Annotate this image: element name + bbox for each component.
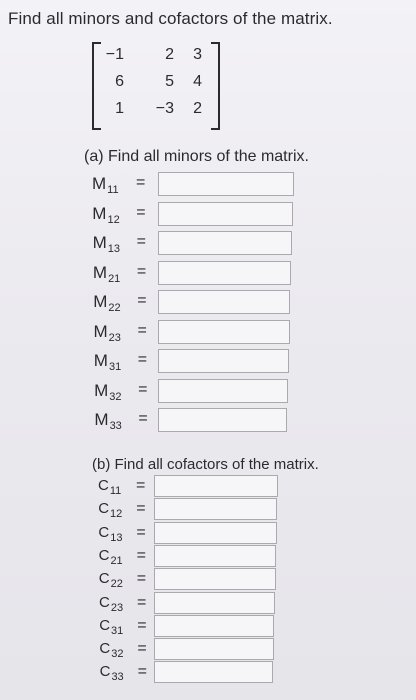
minor-letter: M xyxy=(94,380,109,400)
cofactor-input-13[interactable] xyxy=(154,522,277,544)
equals-sign: = xyxy=(137,292,147,309)
minor-input-11[interactable] xyxy=(158,172,294,196)
minor-subscript: 12 xyxy=(107,213,120,226)
cofactor-subscript: 32 xyxy=(111,648,124,661)
minor-letter: M xyxy=(93,351,108,370)
minor-label-12 xyxy=(92,204,119,226)
minor-row-31 xyxy=(94,349,314,375)
cofactor-letter: C xyxy=(98,477,109,494)
minor-row-13 xyxy=(93,231,313,257)
minor-row-33 xyxy=(94,408,314,434)
matrix-cell: 2 xyxy=(165,46,174,63)
cofactor-row-11 xyxy=(98,475,318,501)
minor-row-21 xyxy=(93,261,313,287)
equals-sign: = xyxy=(137,616,147,634)
cofactor-label-22 xyxy=(99,570,123,590)
minor-input-21[interactable] xyxy=(158,261,291,285)
minor-row-11 xyxy=(92,172,312,198)
cofactor-input-31[interactable] xyxy=(154,615,274,637)
cofactor-row-13 xyxy=(98,522,318,548)
equals-sign: = xyxy=(137,351,148,368)
minor-letter: M xyxy=(92,203,107,223)
matrix-cell: 1 xyxy=(115,100,124,117)
minor-label-33 xyxy=(94,410,121,432)
equals-sign: = xyxy=(136,233,146,250)
equals-sign: = xyxy=(136,570,147,588)
cofactor-letter: C xyxy=(98,523,110,541)
minor-letter: M xyxy=(94,410,109,429)
cofactor-subscript: 23 xyxy=(110,601,124,614)
equals-sign: = xyxy=(138,410,148,427)
equals-sign: = xyxy=(136,523,146,541)
matrix-cell: 3 xyxy=(193,46,202,63)
minor-row-22 xyxy=(93,290,313,316)
cofactor-input-21[interactable] xyxy=(154,545,276,567)
part-a-title: (a) Find all minors of the matrix. xyxy=(84,148,309,165)
equals-sign: = xyxy=(136,262,147,280)
minor-input-23[interactable] xyxy=(158,320,290,344)
cofactor-subscript: 31 xyxy=(111,624,124,637)
cofactor-label-32 xyxy=(99,640,123,660)
matrix-cell: −3 xyxy=(155,100,174,117)
minor-letter: M xyxy=(93,321,108,341)
minor-row-23 xyxy=(94,320,314,346)
cofactor-input-32[interactable] xyxy=(154,638,274,660)
matrix-cell: 5 xyxy=(165,73,174,90)
minor-input-31[interactable] xyxy=(158,349,289,373)
cofactor-label-31 xyxy=(99,617,123,637)
equals-sign: = xyxy=(137,321,147,339)
cofactor-input-22[interactable] xyxy=(154,568,276,590)
cofactor-letter: C xyxy=(98,500,110,518)
minor-subscript: 33 xyxy=(109,420,122,432)
minor-label-23 xyxy=(94,322,121,344)
minor-label-13 xyxy=(93,233,120,255)
cofactor-subscript: 12 xyxy=(110,508,123,521)
cofactor-input-33[interactable] xyxy=(154,661,273,683)
minor-subscript: 13 xyxy=(107,243,121,255)
minor-row-32 xyxy=(94,379,314,405)
cofactor-row-22 xyxy=(99,568,319,594)
equals-sign: = xyxy=(137,593,147,611)
cofactor-letter: C xyxy=(99,663,111,681)
cofactor-label-33 xyxy=(100,663,124,683)
equals-sign: = xyxy=(136,203,146,221)
minor-input-33[interactable] xyxy=(158,408,287,432)
matrix-cell: 2 xyxy=(193,100,202,117)
matrix-cell: 6 xyxy=(115,73,124,90)
cofactor-row-21 xyxy=(99,545,319,571)
minor-label-22 xyxy=(93,292,120,314)
minor-subscript: 21 xyxy=(108,272,121,285)
matrix xyxy=(92,42,220,128)
cofactor-subscript: 22 xyxy=(110,578,123,591)
cofactor-letter: C xyxy=(98,570,110,588)
cofactor-subscript: 21 xyxy=(110,554,123,567)
cofactor-input-12[interactable] xyxy=(154,498,277,520)
minor-input-12[interactable] xyxy=(158,202,293,226)
equals-sign: = xyxy=(136,174,146,191)
cofactor-label-11 xyxy=(98,477,121,497)
cofactor-row-32 xyxy=(99,638,319,664)
minor-input-22[interactable] xyxy=(158,290,290,314)
cofactor-label-21 xyxy=(99,547,123,567)
cofactor-row-23 xyxy=(99,592,319,618)
minor-input-13[interactable] xyxy=(158,231,292,255)
matrix-cell: 4 xyxy=(193,73,202,90)
part-b-title: (b) Find all cofactors of the matrix. xyxy=(92,456,319,473)
minor-subscript: 11 xyxy=(107,184,119,196)
minor-subscript: 31 xyxy=(108,361,122,373)
question-prompt: Find all minors and cofactors of the matrix. xyxy=(8,9,333,28)
minor-label-32 xyxy=(94,381,121,403)
cofactor-row-33 xyxy=(100,661,320,687)
cofactor-letter: C xyxy=(99,593,110,611)
minor-input-32[interactable] xyxy=(158,379,288,403)
matrix-right-bracket xyxy=(211,42,220,130)
cofactor-input-23[interactable] xyxy=(154,592,275,614)
minor-label-11 xyxy=(92,174,119,196)
cofactor-subscript: 11 xyxy=(109,485,122,497)
equals-sign: = xyxy=(137,640,147,658)
equals-sign: = xyxy=(137,663,147,681)
minor-subscript: 22 xyxy=(108,302,121,314)
minor-letter: M xyxy=(92,262,108,282)
cofactor-subscript: 13 xyxy=(110,531,123,544)
cofactor-subscript: 33 xyxy=(111,671,124,684)
equals-sign: = xyxy=(136,477,146,494)
equals-sign: = xyxy=(136,546,146,564)
matrix-cell: −1 xyxy=(105,46,124,63)
equals-sign: = xyxy=(136,500,146,518)
equals-sign: = xyxy=(138,380,148,398)
minor-letter: M xyxy=(92,233,107,252)
cofactor-label-23 xyxy=(99,594,123,614)
minor-letter: M xyxy=(93,292,108,311)
cofactor-letter: C xyxy=(99,640,111,658)
cofactor-label-13 xyxy=(98,524,122,544)
minor-label-21 xyxy=(93,263,120,285)
cofactor-letter: C xyxy=(98,546,110,564)
minor-subscript: 23 xyxy=(108,331,121,344)
cofactor-input-11[interactable] xyxy=(154,475,278,497)
minor-label-31 xyxy=(94,351,121,373)
minor-letter: M xyxy=(92,174,107,193)
cofactor-row-12 xyxy=(98,498,318,524)
minor-subscript: 32 xyxy=(109,390,122,403)
cofactor-label-12 xyxy=(98,500,122,520)
cofactor-row-31 xyxy=(99,615,319,641)
cofactor-letter: C xyxy=(99,616,111,634)
minor-row-12 xyxy=(92,202,312,228)
